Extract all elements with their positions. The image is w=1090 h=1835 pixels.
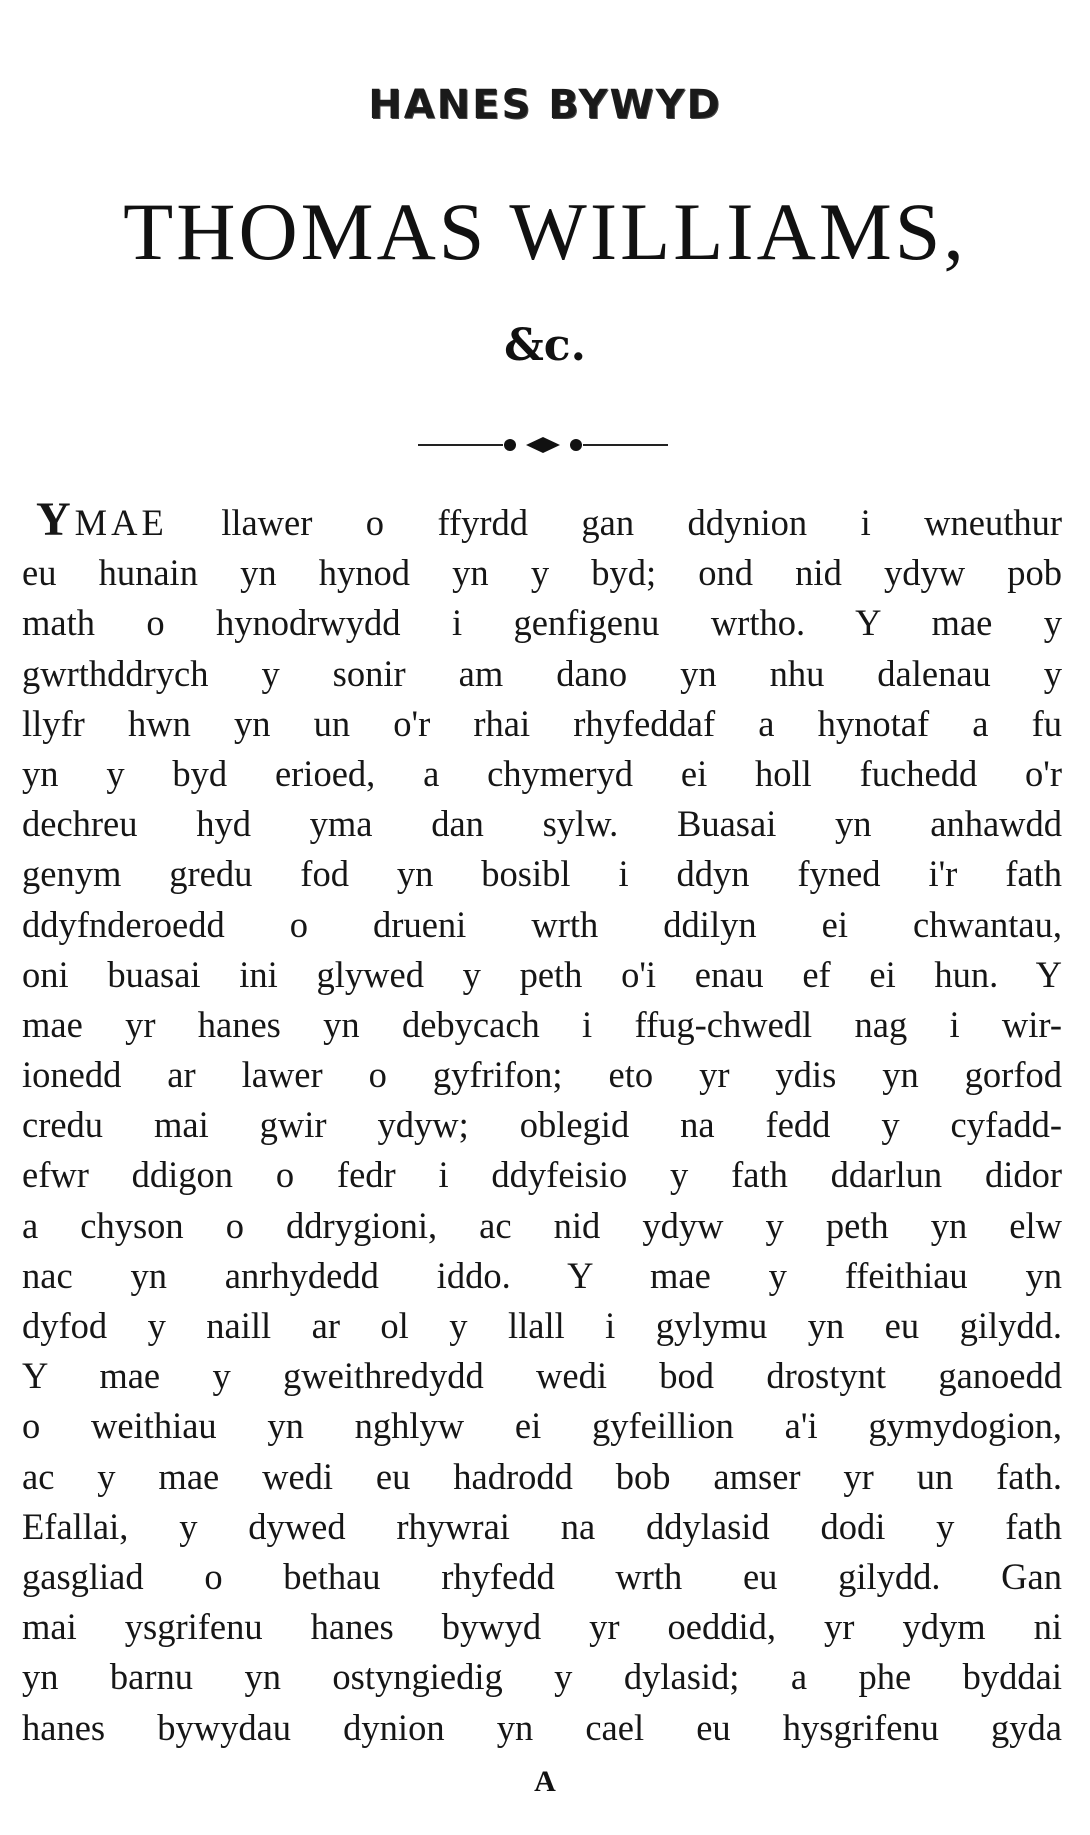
text-line: genym gredu fod yn bosibl i ddyn fyned i'r fath	[22, 853, 1062, 895]
page-title: THOMAS WILLIAMS,	[123, 186, 967, 277]
text-line: Y mae y gweithredydd wedi bod drostynt ganoedd	[22, 1355, 1062, 1397]
text-line: mae yr hanes yn debycach i ffug-chwedl nag i wir-	[22, 1003, 1062, 1045]
text-line: o weithiau yn nghlyw ei gyfeillion a'i gymydogion,	[22, 1405, 1062, 1447]
line-text: llawer o ffyrdd gan ddynion i wneuthur	[167, 502, 1062, 543]
text-line: gasgliad o bethau rhyfedd wrth eu gilydd. Gan	[22, 1555, 1062, 1597]
text-line: eu hunain yn hynod yn y byd; ond nid ydyw pob	[22, 552, 1062, 594]
text-line: a chyson o ddrygioni, ac nid ydyw y peth yn elw	[22, 1204, 1062, 1246]
text-line: yn barnu yn ostyngiedig y dylasid; a phe byddai	[22, 1656, 1062, 1698]
first-word: MAE	[74, 502, 168, 543]
text-line: credu mai gwir ydyw; oblegid na fedd y cyfadd-	[22, 1104, 1062, 1146]
text-line: gwrthddrych y sonir am dano yn nhu dalenau y	[22, 652, 1062, 694]
text-line: hanes bywydau dynion yn cael eu hysgrifenu gyda	[22, 1706, 1062, 1748]
text-line: mai ysgrifenu hanes bywyd yr oeddid, yr ydym ni	[22, 1606, 1062, 1648]
text-line	[22, 493, 1062, 548]
drop-cap: Y	[36, 493, 71, 546]
text-line: ddyfnderoedd o drueni wrth ddilyn ei chwantau,	[22, 903, 1062, 945]
text-line: dyfod y naill ar ol y llall i gylymu yn eu gilydd.	[22, 1305, 1062, 1346]
text-line: nac yn anrhydedd iddo. Y mae y ffeithiau yn	[22, 1254, 1062, 1296]
text-line: yn y byd erioed, a chymeryd ei holl fuchedd o'r	[22, 752, 1062, 794]
ornament-rule	[418, 430, 668, 460]
body-text	[22, 493, 1062, 1753]
heading-kicker: HANES BYWYD	[368, 82, 722, 128]
text-line: ionedd ar lawer o gyfrifon; eto yr ydis yn gorfod	[22, 1054, 1062, 1096]
heading-etc: &c.	[504, 320, 586, 371]
text-line: Efallai, y dywed rhywrai na ddylasid dodi y fath	[22, 1505, 1062, 1547]
text-line: ac y mae wedi eu hadrodd bob amser yr un fath.	[22, 1455, 1062, 1497]
text-line: oni buasai ini glywed y peth o'i enau ef ei hun. Y	[22, 953, 1062, 995]
text-line: dechreu hyd yma dan sylw. Buasai yn anhawdd	[22, 803, 1062, 845]
text-line: efwr ddigon o fedr i ddyfeisio y fath ddarlun didor	[22, 1154, 1062, 1196]
text-line: math o hynodrwydd i genfigenu wrtho. Y mae y	[22, 602, 1062, 644]
text-line: llyfr hwn yn un o'r rhai rhyfeddaf a hynotaf a fu	[22, 702, 1062, 744]
signature-mark: A	[534, 1765, 556, 1798]
